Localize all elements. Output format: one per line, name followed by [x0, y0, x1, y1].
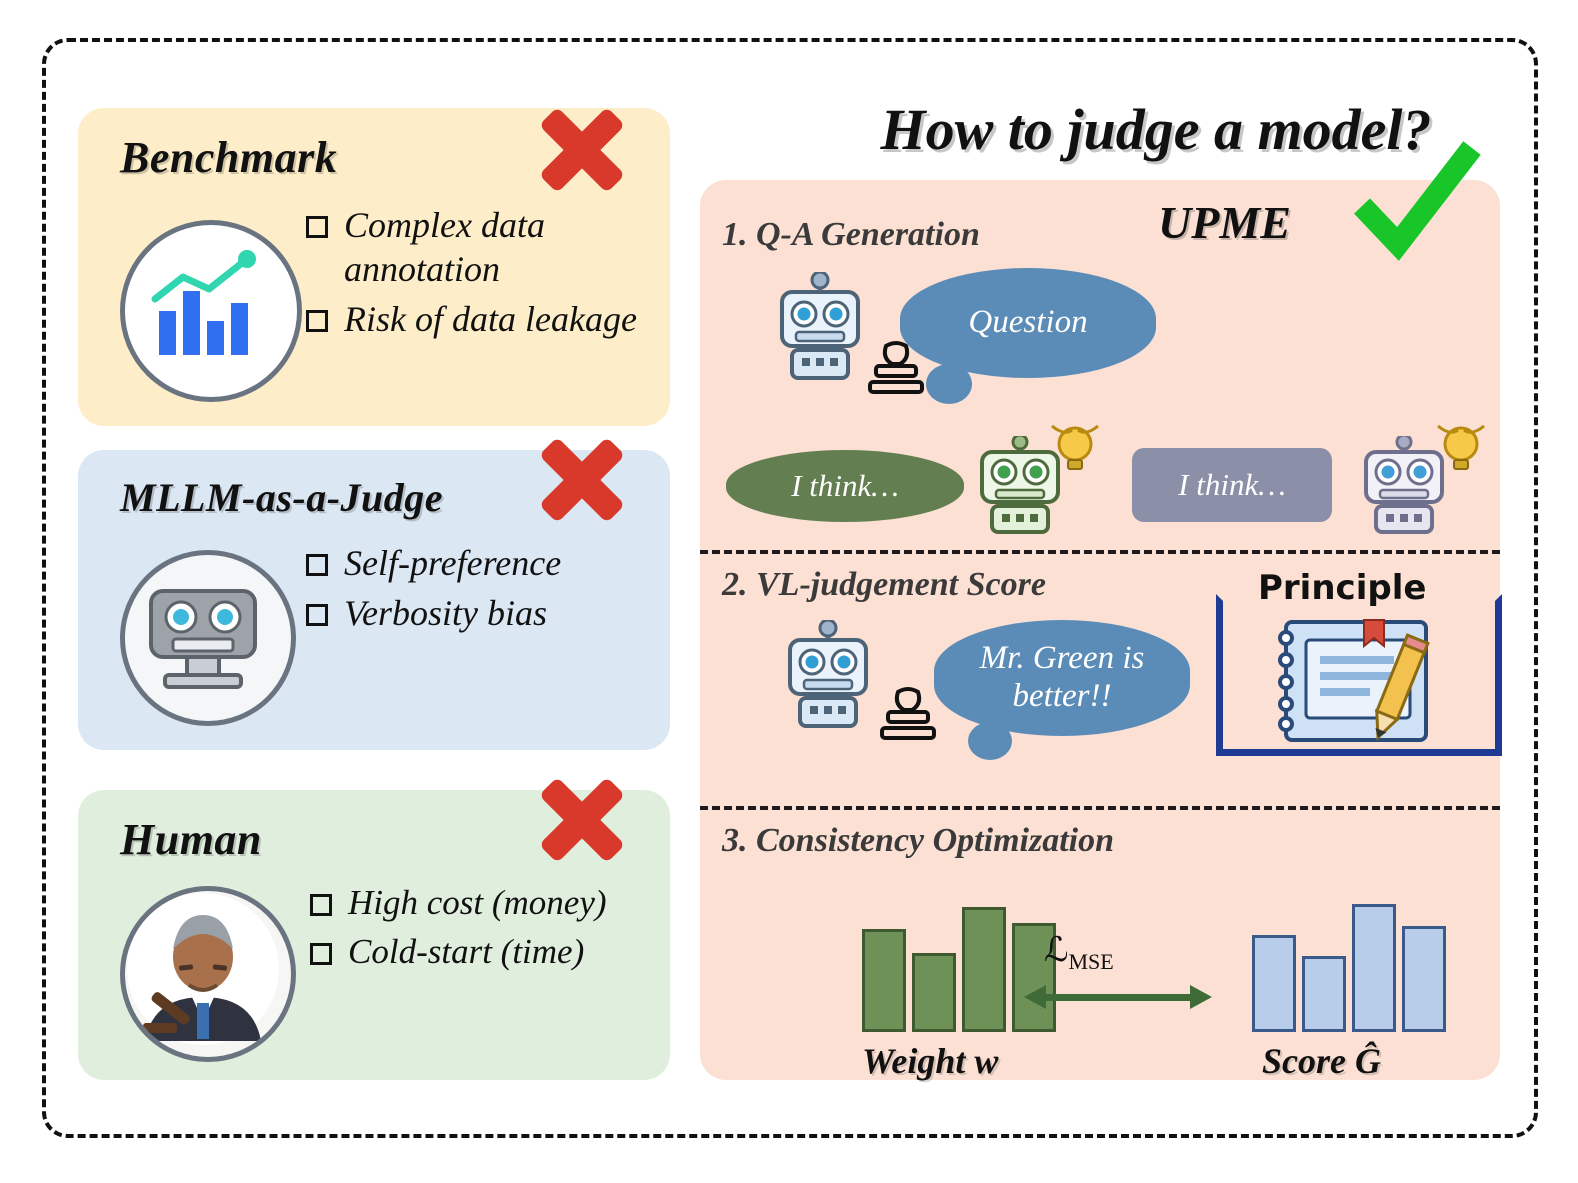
bullet-label: High cost (money) [348, 883, 607, 922]
bar-3 [962, 907, 1006, 1032]
chart-circle-icon [120, 220, 302, 402]
speech-bubble-verdict: Mr. Green is better!! [934, 620, 1190, 736]
bar-2 [1302, 956, 1346, 1032]
speech-bubble-green-think: I think… [726, 450, 964, 522]
stamp-icon-2 [880, 686, 936, 751]
list-item [310, 931, 660, 974]
section-divider-2 [700, 806, 1500, 810]
robot-circle-icon [120, 550, 296, 726]
step-3-title: 3. Consistency Optimization [722, 822, 1114, 859]
list-item [306, 298, 656, 342]
green-check-icon [1352, 140, 1482, 270]
mllm-judge-card-title: MLLM-as-a-Judge [120, 475, 444, 520]
red-x-icon-human [534, 772, 630, 868]
bar-4 [1402, 926, 1446, 1032]
loss-subscript: MSE [1068, 948, 1114, 974]
bar-chart-icon [125, 225, 287, 387]
checkbox-icon[interactable] [306, 554, 328, 576]
benchmark-bullets [306, 204, 656, 348]
list-item [306, 542, 656, 586]
robot-head-icon [125, 555, 281, 711]
robot-icon-judge [776, 620, 880, 745]
notebook-icon [1268, 616, 1448, 753]
speech-bubble-question: Question [900, 268, 1156, 378]
bullet-label: Complex data annotation [344, 205, 545, 289]
loss-symbol: ℒ [1044, 932, 1069, 969]
bullet-label: Cold-start (time) [348, 931, 585, 971]
bar-2 [912, 953, 956, 1032]
bar-1 [862, 929, 906, 1032]
robot-icon-generator [768, 272, 872, 397]
page-title: How to judge a model? [880, 97, 1432, 162]
lightbulb-icon-green [1046, 418, 1104, 485]
weight-bar-chart [862, 880, 1056, 1032]
bar-3 [1352, 904, 1396, 1032]
principle-label: Principle [1258, 568, 1427, 608]
score-chart-label: Score Ĝ [1262, 1041, 1381, 1081]
bullet-label: Verbosity bias [344, 592, 547, 633]
speech-bubble-grey-think: I think… [1132, 448, 1332, 522]
section-divider-1 [700, 550, 1500, 554]
loss-label [1044, 930, 1114, 975]
upme-label: UPME [1158, 197, 1291, 248]
double-arrow-icon [1024, 986, 1212, 1008]
checkbox-icon[interactable] [306, 310, 328, 332]
step-1-title: 1. Q-A Generation [722, 216, 980, 253]
robot-blue-icon-2 [776, 620, 880, 740]
mllm-judge-bullets [306, 542, 656, 642]
checkbox-icon[interactable] [310, 894, 332, 916]
step-2-title: 2. VL-judgement Score [722, 566, 1046, 603]
benchmark-card-title: Benchmark [120, 133, 338, 182]
robot-blue-icon [768, 272, 872, 392]
weight-chart-label: Weight w [862, 1041, 999, 1081]
red-x-icon-benchmark [534, 102, 630, 198]
judge-circle-icon [120, 886, 296, 1062]
list-item [306, 592, 656, 636]
human-card-title: Human [120, 815, 262, 864]
score-bar-chart [1252, 880, 1446, 1032]
judge-person-icon [125, 891, 281, 1047]
human-bullets [310, 882, 660, 979]
bar-1 [1252, 935, 1296, 1032]
checkbox-icon[interactable] [306, 604, 328, 626]
red-x-icon-mllm-judge [534, 432, 630, 528]
list-item [306, 204, 656, 292]
bullet-label: Risk of data leakage [344, 298, 637, 339]
checkbox-icon[interactable] [306, 216, 328, 238]
bullet-label: Self-preference [344, 543, 562, 583]
lightbulb-icon-purple [1432, 418, 1490, 485]
list-item [310, 882, 660, 925]
checkbox-icon[interactable] [310, 943, 332, 965]
